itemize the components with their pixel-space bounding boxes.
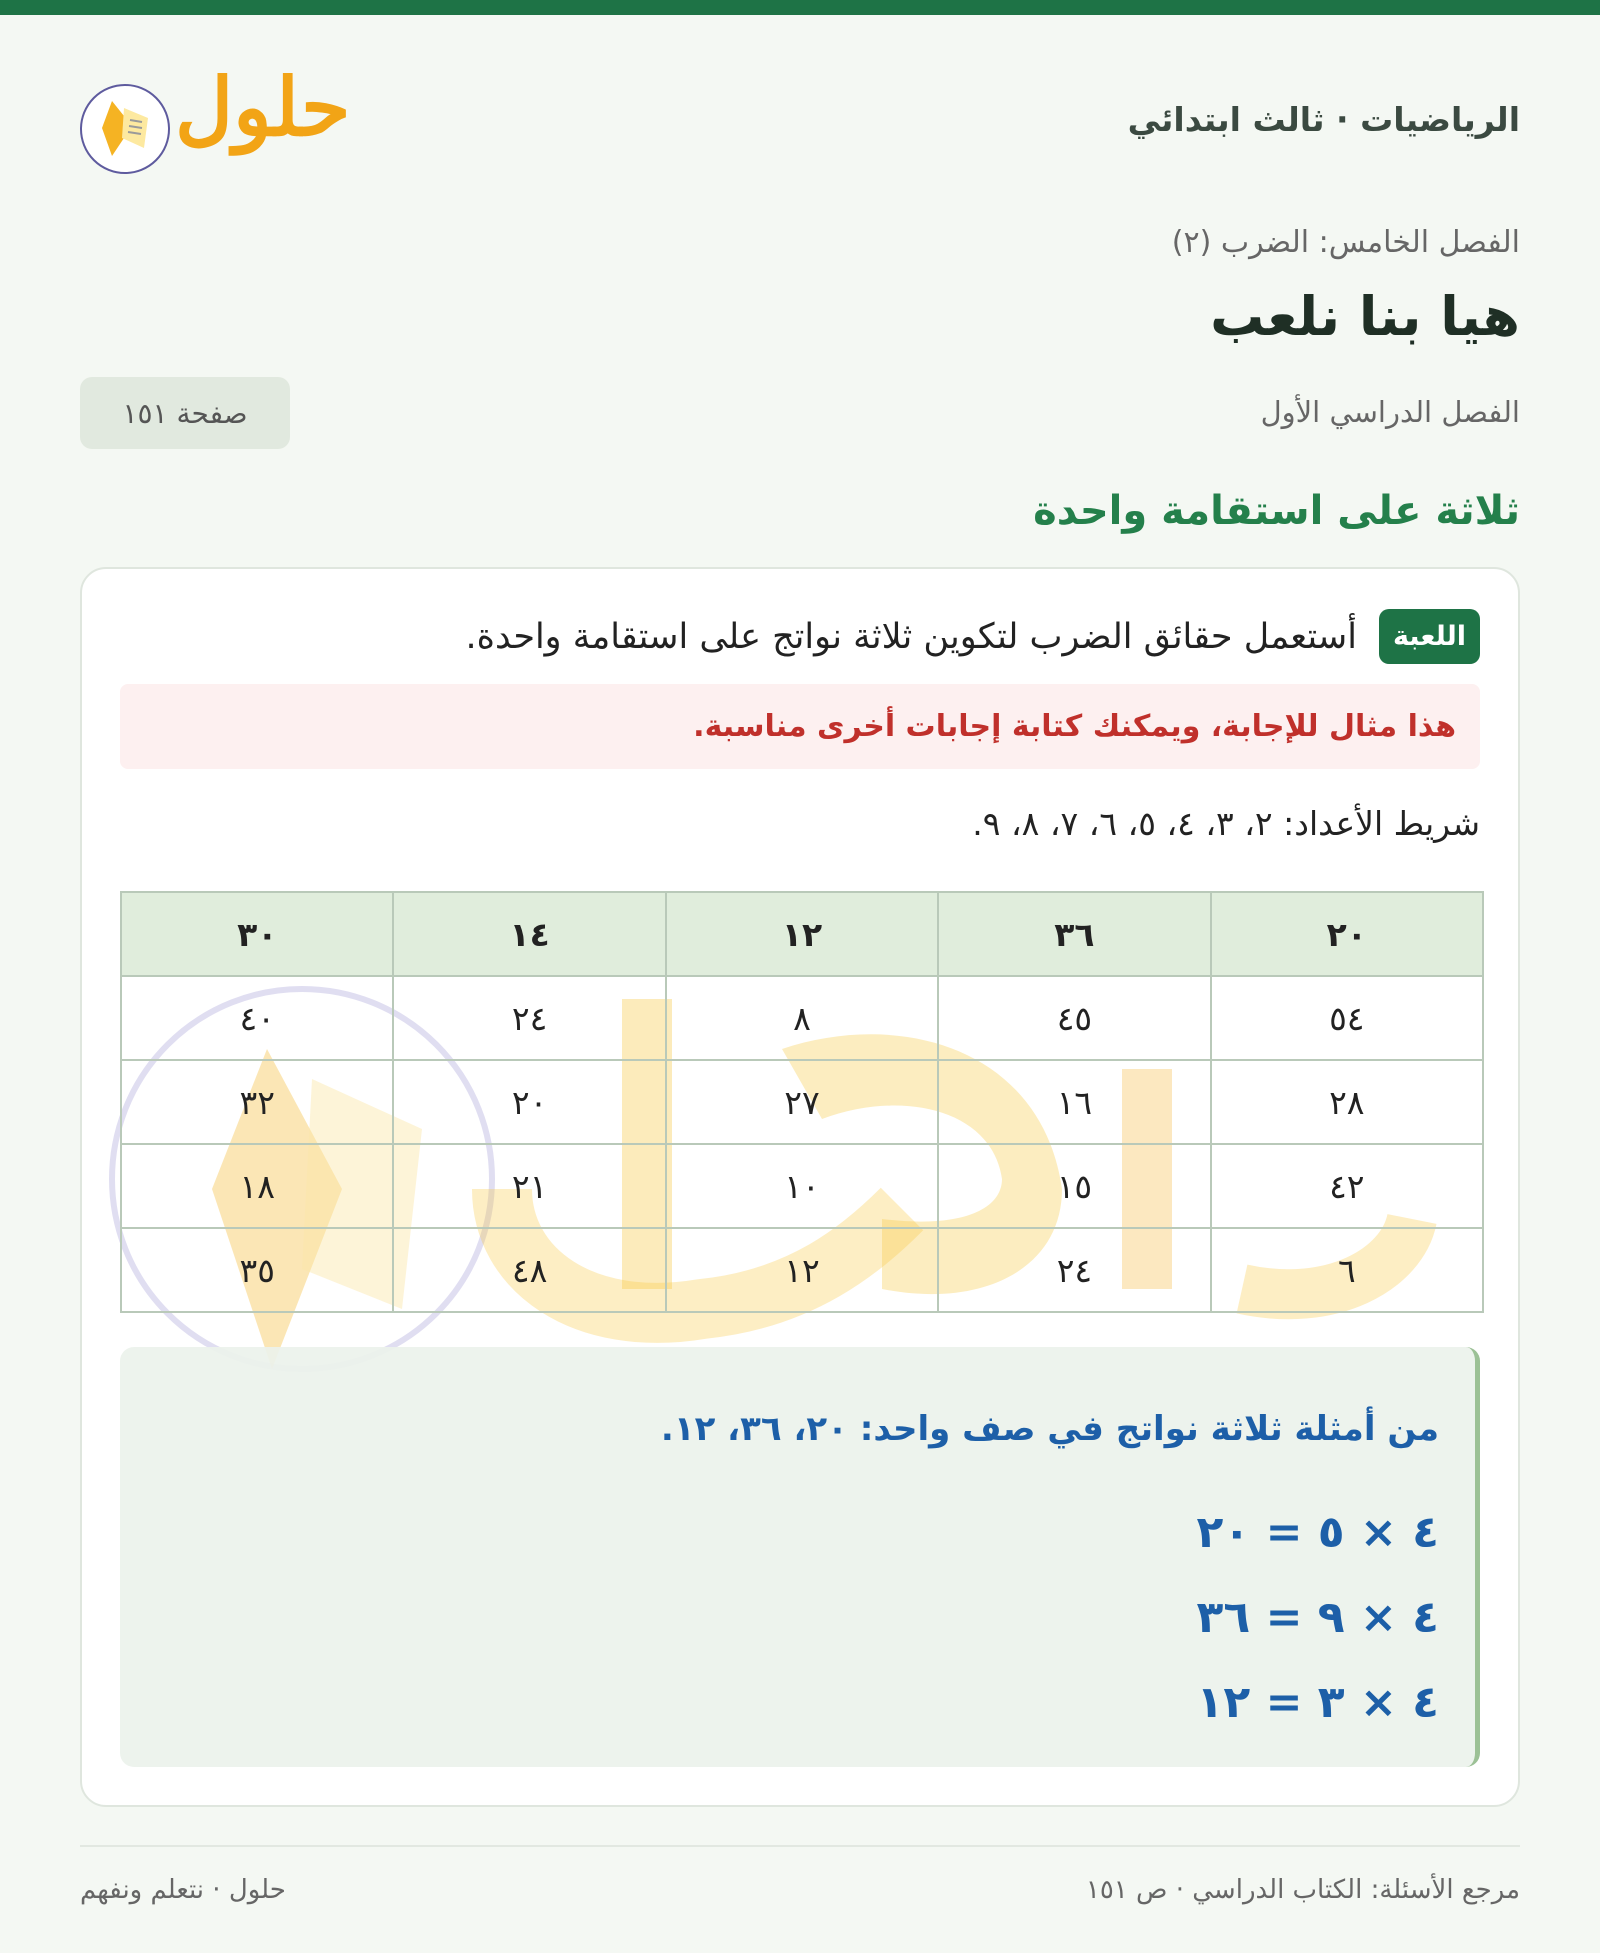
table-cell: ٤٠ [121, 976, 393, 1060]
page-number-badge: صفحة ١٥١ [80, 377, 290, 449]
table-cell: ١٥ [938, 1144, 1210, 1228]
products-grid [120, 891, 1484, 1313]
equation-1: ٤ × ٥ = ٢٠ [1196, 1507, 1439, 1558]
table-cell: ٨ [666, 976, 938, 1060]
top-accent-bar [0, 0, 1600, 15]
answer-box [120, 1347, 1480, 1767]
table-header-cell: ٣٦ [938, 892, 1210, 976]
answer-note-banner: هذا مثال للإجابة، ويمكنك كتابة إجابات أخرى مناسبة. [120, 684, 1480, 769]
table-cell: ٢٨ [1211, 1060, 1483, 1144]
table-cell: ٤٢ [1211, 1144, 1483, 1228]
semester-label: الفصل الدراسي الأول [1260, 395, 1520, 429]
exercise-card [80, 567, 1520, 1807]
table-cell: ٢١ [393, 1144, 665, 1228]
table-cell: ٢٤ [938, 1228, 1210, 1312]
footer-divider [80, 1845, 1520, 1847]
subject-label: الرياضيات · ثالث ابتدائي [1127, 100, 1520, 139]
page-header [80, 60, 1520, 190]
table-cell: ٣٥ [121, 1228, 393, 1312]
game-tag-badge: اللعبة [1379, 609, 1480, 664]
answer-heading: من أمثلة ثلاثة نواتج في صف واحد: ٢٠، ٣٦، ١٢. [660, 1409, 1439, 1449]
game-instruction-row [465, 609, 1480, 664]
table-cell: ٤٨ [393, 1228, 665, 1312]
table-cell: ١٠ [666, 1144, 938, 1228]
equation-2: ٤ × ٩ = ٣٦ [1196, 1592, 1439, 1643]
table-cell: ٢٧ [666, 1060, 938, 1144]
table-cell: ٥٤ [1211, 976, 1483, 1060]
table-row [121, 1228, 1483, 1312]
table-header-cell: ٣٠ [121, 892, 393, 976]
table-row [121, 1144, 1483, 1228]
table-header-cell: ٢٠ [1211, 892, 1483, 976]
lesson-title: هيا بنا نلعب [1210, 285, 1520, 348]
logo-text: حلول [175, 60, 351, 154]
logo-book-icon [80, 84, 170, 174]
table-cell: ٣٢ [121, 1060, 393, 1144]
table-cell: ١٨ [121, 1144, 393, 1228]
table-cell: ٢٠ [393, 1060, 665, 1144]
table-cell: ٤٥ [938, 976, 1210, 1060]
table-header-cell: ١٤ [393, 892, 665, 976]
chapter-label: الفصل الخامس: الضرب (٢) [1171, 225, 1520, 260]
table-cell: ١٢ [666, 1228, 938, 1312]
table-row [121, 1060, 1483, 1144]
footer-brand[interactable]: حلول · نتعلم ونفهم [80, 1875, 286, 1905]
table-cell: ٢٤ [393, 976, 665, 1060]
table-cell: ٦ [1211, 1228, 1483, 1312]
table-row [121, 976, 1483, 1060]
table-cell: ١٦ [938, 1060, 1210, 1144]
hulul-logo[interactable] [80, 60, 380, 190]
table-header-cell: ١٢ [666, 892, 938, 976]
table-header-row [121, 892, 1483, 976]
game-instruction-text: أستعمل حقائق الضرب لتكوين ثلاثة نواتج على استقامة واحدة. [465, 616, 1357, 657]
numbers-strip: شريط الأعداد: ٢، ٣، ٤، ٥، ٦، ٧، ٨، ٩. [972, 804, 1480, 843]
equation-3: ٤ × ٣ = ١٢ [1196, 1677, 1439, 1728]
section-title: ثلاثة على استقامة واحدة [1033, 488, 1520, 534]
footer-reference: مرجع الأسئلة: الكتاب الدراسي · ص ١٥١ [1085, 1875, 1520, 1905]
